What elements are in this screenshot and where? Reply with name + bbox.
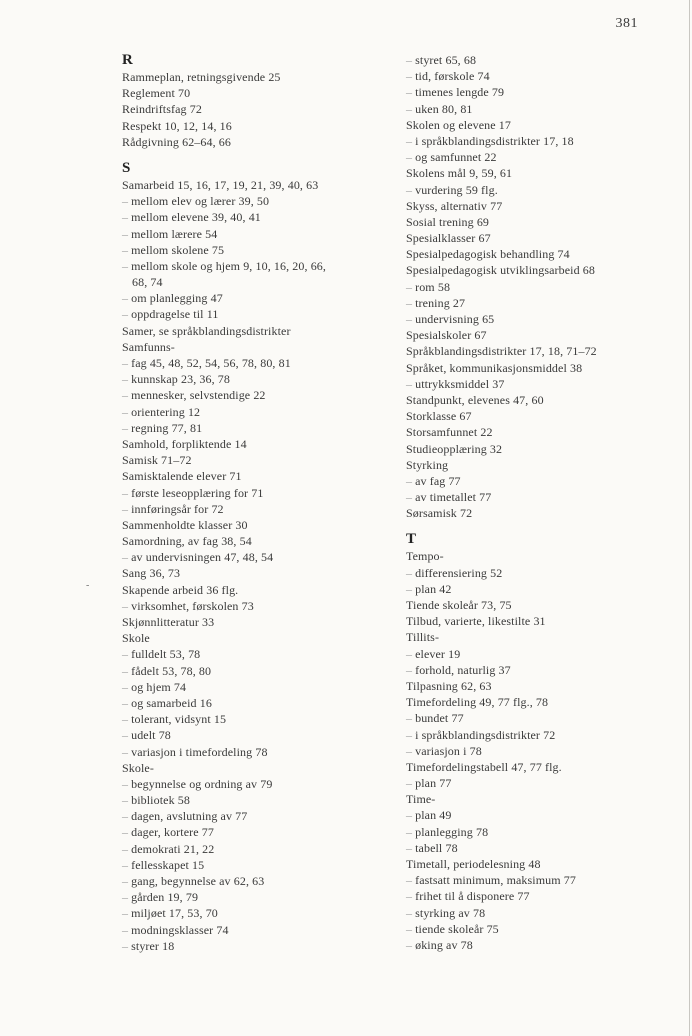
subentry-dash: – xyxy=(406,133,413,148)
subentry-dash: – xyxy=(406,824,413,839)
index-entry: Spesialskoler 67 xyxy=(406,328,487,343)
index-entry: Respekt 10, 12, 14, 16 xyxy=(122,118,232,133)
subentry-dash: – xyxy=(122,776,129,791)
subentry-dash: – xyxy=(122,857,129,872)
subentry-text: i språkblandingsdistrikter 72 xyxy=(415,727,556,742)
subentry-text: fådelt 53, 78, 80 xyxy=(131,663,212,678)
subentry-dash: – xyxy=(122,598,129,613)
index-entry: Spesialpedagogisk behandling 74 xyxy=(406,247,570,262)
subentry-dash: – xyxy=(122,420,129,435)
subentry-dash: – xyxy=(122,210,129,225)
subentry-dash: – xyxy=(122,242,129,257)
subentry-dash: – xyxy=(122,647,129,662)
index-subentry xyxy=(122,889,384,905)
index-entry: Samer, se språkblandingsdistrikter xyxy=(122,323,291,338)
index-entry: Sosial trening 69 xyxy=(406,214,490,229)
index-entry: Tilbud, varierte, likestilte 31 xyxy=(406,614,546,629)
index-subentry xyxy=(122,549,384,565)
subentry-dash: – xyxy=(122,728,129,743)
subentry-dash: – xyxy=(406,69,413,84)
index-entry: Språkblandingsdistrikter 17, 18, 71–72 xyxy=(406,344,597,359)
index-subentry xyxy=(122,258,384,274)
subentry-dash: – xyxy=(406,646,413,661)
index-column-right xyxy=(406,52,668,953)
subentry-dash: – xyxy=(122,388,129,403)
index-subentry xyxy=(406,473,668,489)
subentry-dash: – xyxy=(406,808,413,823)
index-subentry xyxy=(122,808,384,824)
subentry-text: virksomhet, førskolen 73 xyxy=(131,598,254,613)
index-subentry xyxy=(122,711,384,727)
index-subentry xyxy=(406,727,668,743)
subentry-text: første leseopplæring for 71 xyxy=(131,485,264,500)
section-letter: R xyxy=(122,52,133,68)
subentry-text: mellom skole og hjem 9, 10, 16, 20, 66, xyxy=(131,258,326,273)
index-subentry xyxy=(406,565,668,581)
subentry-text: fellesskapet 15 xyxy=(131,857,205,872)
subentry-text: plan 77 xyxy=(415,776,452,791)
subentry-text: mellom skolene 75 xyxy=(131,242,225,257)
index-entry: Skolens mål 9, 59, 61 xyxy=(406,166,513,181)
subentry-dash: – xyxy=(406,101,413,116)
subentry-text: bibliotek 58 xyxy=(131,793,190,808)
index-subentry xyxy=(122,695,384,711)
index-subentry xyxy=(122,744,384,760)
index-subentry xyxy=(122,776,384,792)
subentry-dash: – xyxy=(406,776,413,791)
index-subentry xyxy=(122,290,384,306)
index-entry: Time- xyxy=(406,792,436,807)
index-entry: Tiende skoleår 73, 75 xyxy=(406,598,512,612)
index-subentry xyxy=(122,841,384,857)
subentry-dash: – xyxy=(122,679,129,694)
index-entry: Storsamfunnet 22 xyxy=(406,425,493,440)
subentry-dash: – xyxy=(122,356,129,370)
index-entry: Skyss, alternativ 77 xyxy=(406,198,503,213)
subentry-text: og hjem 74 xyxy=(131,679,187,694)
index-entry: Samfunns- xyxy=(122,339,175,354)
index-entry: Styrking xyxy=(406,457,449,472)
index-subentry xyxy=(406,489,668,505)
subentry-text: elever 19 xyxy=(415,646,461,661)
index-subentry xyxy=(406,646,668,662)
index-subentry xyxy=(122,857,384,873)
index-entry: Samordning, av fag 38, 54 xyxy=(122,534,252,549)
index-entry: Skapende arbeid 36 flg. xyxy=(122,582,239,597)
index-subentry xyxy=(406,52,668,68)
subentry-text: mennesker, selvstendige 22 xyxy=(131,388,266,403)
index-column-left xyxy=(122,52,384,954)
index-subentry xyxy=(406,101,668,117)
index-entry: Sørsamisk 72 xyxy=(406,506,473,521)
index-subentry xyxy=(406,182,668,198)
index-subentry xyxy=(122,646,384,662)
subentry-dash: – xyxy=(406,376,413,391)
subentry-dash: – xyxy=(406,921,413,936)
subentry-dash: – xyxy=(122,890,129,905)
subentry-dash: – xyxy=(122,695,129,710)
subentry-dash: – xyxy=(122,550,129,565)
index-subentry xyxy=(122,598,384,614)
index-entry: Timefordeling 49, 77 flg., 78 xyxy=(406,695,549,710)
index-entry: Reglement 70 xyxy=(122,86,191,101)
subentry-text: gården 19, 79 xyxy=(131,890,199,905)
index-subentry xyxy=(406,840,668,856)
subentry-text: plan 49 xyxy=(415,808,452,823)
index-subentry xyxy=(406,807,668,823)
subentry-text: fag 45, 48, 52, 54, 56, 78, 80, 81 xyxy=(131,356,291,370)
subentry-text: gang, begynnelse av 62, 63 xyxy=(131,874,265,888)
subentry-dash: – xyxy=(122,291,129,306)
subentry-text: om planlegging 47 xyxy=(131,291,223,306)
subentry-text: differensiering 52 xyxy=(415,565,503,580)
subentry-dash: – xyxy=(406,889,413,904)
subentry-text: forhold, naturlig 37 xyxy=(415,662,511,677)
index-entry: Storklasse 67 xyxy=(406,409,472,424)
index-subentry xyxy=(406,743,668,759)
index-entry: Samhold, forpliktende 14 xyxy=(122,436,247,451)
subentry-text: fastsatt minimum, maksimum 77 xyxy=(415,873,577,888)
subentry-dash: – xyxy=(406,937,413,952)
subentry-text: timenes lengde 79 xyxy=(415,85,505,100)
subentry-text: uttrykksmiddel 37 xyxy=(415,376,505,391)
subentry-dash: – xyxy=(122,485,129,500)
index-subentry xyxy=(122,193,384,209)
subentry-dash: – xyxy=(122,906,129,921)
index-subentry xyxy=(406,149,668,165)
subentry-text: regning 77, 81 xyxy=(131,420,203,435)
subentry-dash: – xyxy=(406,711,413,726)
index-entry: Studieopplæring 32 xyxy=(406,441,503,456)
subentry-text: tiende skoleår 75 xyxy=(415,921,499,936)
subentry-dash: – xyxy=(122,922,129,937)
subentry-text: begynnelse og ordning av 79 xyxy=(131,776,273,791)
index-subentry xyxy=(406,68,668,84)
subentry-text: orientering 12 xyxy=(131,404,201,419)
index-subentry xyxy=(122,306,384,322)
index-entry: Skjønnlitteratur 33 xyxy=(122,615,215,629)
subentry-text: planlegging 78 xyxy=(415,824,489,839)
subentry-dash: – xyxy=(122,938,129,953)
index-entry: Skole xyxy=(122,631,150,646)
subentry-text: tabell 78 xyxy=(415,840,458,855)
subentry-dash: – xyxy=(122,809,129,824)
index-entry: Spesialpedagogisk utviklingsarbeid 68 xyxy=(406,263,596,278)
index-entry: Spesialklasser 67 xyxy=(406,231,491,246)
subentry-text: kunnskap 23, 36, 78 xyxy=(131,372,231,387)
index-entry: Samisktalende elever 71 xyxy=(122,469,242,484)
subentry-text: av undervisningen 47, 48, 54 xyxy=(131,550,274,565)
subentry-text: tolerant, vidsynt 15 xyxy=(131,712,227,727)
subentry-dash: – xyxy=(122,372,129,387)
subentry-text: variasjon i 78 xyxy=(415,743,482,758)
index-entry: Sang 36, 73 xyxy=(122,566,181,581)
subentry-dash: – xyxy=(122,501,129,516)
index-subentry xyxy=(122,727,384,743)
subentry-text: udelt 78 xyxy=(131,728,171,743)
subentry-dash: – xyxy=(406,312,413,326)
index-subentry xyxy=(406,295,668,311)
subentry-dash: – xyxy=(122,258,129,273)
subentry-text: av fag 77 xyxy=(415,473,461,488)
subentry-text: modningsklasser 74 xyxy=(131,922,229,937)
subentry-dash: – xyxy=(122,825,129,840)
index-entry: Språket, kommunikasjonsmiddel 38 xyxy=(406,360,583,375)
index-subentry xyxy=(406,710,668,726)
subentry-text: frihet til å disponere 77 xyxy=(415,889,530,904)
subentry-text: rom 58 xyxy=(415,279,451,294)
subentry-dash: – xyxy=(406,662,413,677)
subentry-text: demokrati 21, 22 xyxy=(131,841,215,856)
subentry-dash: – xyxy=(406,473,413,488)
subentry-text: fulldelt 53, 78 xyxy=(131,647,201,662)
index-entry: Standpunkt, elevenes 47, 60 xyxy=(406,392,544,407)
index-subentry xyxy=(122,371,384,387)
subentry-dash: – xyxy=(406,85,413,100)
subentry-text: av timetallet 77 xyxy=(415,490,492,505)
subentry-dash: – xyxy=(406,490,413,505)
index-subentry xyxy=(406,311,668,327)
index-subentry xyxy=(406,921,668,937)
index-subentry xyxy=(122,679,384,695)
index-entry: Reindriftsfag 72 xyxy=(122,102,202,117)
index-entry: Rammeplan, retningsgivende 25 xyxy=(122,70,281,84)
subentry-text: i språkblandingsdistrikter 17, 18 xyxy=(415,133,574,148)
index-subentry xyxy=(406,133,668,149)
subentry-dash: – xyxy=(122,226,129,241)
subentry-dash: – xyxy=(406,873,413,888)
index-subentry xyxy=(122,922,384,938)
subentry-text: uken 80, 81 xyxy=(415,101,473,116)
subentry-text: miljøet 17, 53, 70 xyxy=(131,906,218,921)
index-subentry xyxy=(406,905,668,921)
subentry-text: styret 65, 68 xyxy=(415,53,477,67)
index-entry: Tilpasning 62, 63 xyxy=(406,678,492,693)
index-entry: Rådgivning 62–64, 66 xyxy=(122,134,231,149)
index-entry: Tillits- xyxy=(406,630,440,645)
subentry-dash: – xyxy=(406,581,413,596)
index-entry: Tempo- xyxy=(406,549,444,564)
subentry-text: bundet 77 xyxy=(415,711,464,726)
subentry-dash: – xyxy=(122,874,129,888)
subentry-text: innføringsår for 72 xyxy=(131,501,224,516)
subentry-text: mellom lærere 54 xyxy=(131,226,218,241)
subentry-dash: – xyxy=(122,404,129,419)
subentry-text: undervisning 65 xyxy=(415,312,495,326)
subentry-text: og samfunnet 22 xyxy=(415,150,497,165)
index-subentry xyxy=(406,824,668,840)
section-letter: T xyxy=(406,531,417,548)
subentry-text: styrking av 78 xyxy=(415,905,486,920)
index-entry: Skole- xyxy=(122,760,154,775)
subentry-text: trening 27 xyxy=(415,295,466,310)
subentry-text: dagen, avslutning av 77 xyxy=(131,809,248,824)
subentry-dash: – xyxy=(406,905,413,920)
index-subentry xyxy=(122,209,384,225)
subentry-dash: – xyxy=(406,279,413,294)
subentry-dash: – xyxy=(406,743,413,758)
index-subentry xyxy=(406,888,668,904)
index-subentry xyxy=(406,937,668,953)
index-subentry xyxy=(122,387,384,403)
subentry-dash: – xyxy=(122,712,129,727)
subentry-text: variasjon i timefordeling 78 xyxy=(131,744,268,759)
index-subentry xyxy=(122,824,384,840)
index-subentry xyxy=(122,404,384,420)
index-subentry xyxy=(122,873,384,889)
subentry-dash: – xyxy=(406,840,413,855)
subentry-dash: – xyxy=(406,295,413,310)
index-subentry xyxy=(406,872,668,888)
subentry-text: styrer 18 xyxy=(131,938,175,953)
index-subentry xyxy=(122,355,384,371)
subentry-dash: – xyxy=(122,194,129,209)
index-subentry xyxy=(122,938,384,954)
page-edge-line xyxy=(689,0,690,1036)
subentry-dash: – xyxy=(122,793,129,808)
index-subentry xyxy=(122,226,384,242)
subentry-dash: – xyxy=(406,53,413,67)
index-entry: Sammenholdte klasser 30 xyxy=(122,517,248,532)
index-subentry xyxy=(406,662,668,678)
subentry-text: øking av 78 xyxy=(415,937,473,952)
page-number: 381 xyxy=(615,16,638,31)
index-subentry xyxy=(122,242,384,258)
index-subentry xyxy=(406,279,668,295)
index-continuation: 68, 74 xyxy=(132,275,163,290)
subentry-text: oppdragelse til 11 xyxy=(131,307,219,322)
index-subentry xyxy=(406,376,668,392)
subentry-dash: – xyxy=(122,744,129,759)
index-subentry xyxy=(122,485,384,501)
subentry-dash: – xyxy=(122,663,129,678)
margin-mark: - xyxy=(86,580,90,591)
subentry-dash: – xyxy=(122,841,129,856)
index-subentry xyxy=(406,581,668,597)
index-subentry xyxy=(122,905,384,921)
index-subentry xyxy=(406,84,668,100)
index-subentry xyxy=(122,501,384,517)
subentry-text: mellom elevene 39, 40, 41 xyxy=(131,210,261,225)
subentry-text: og samarbeid 16 xyxy=(131,695,212,710)
index-subentry xyxy=(122,420,384,436)
subentry-text: plan 42 xyxy=(415,581,452,596)
subentry-text: tid, førskole 74 xyxy=(415,69,490,84)
index-entry: Samisk 71–72 xyxy=(122,453,192,468)
index-subentry xyxy=(122,792,384,808)
subentry-dash: – xyxy=(406,727,413,742)
subentry-text: mellom elev og lærer 39, 50 xyxy=(131,194,270,209)
index-subentry xyxy=(122,663,384,679)
subentry-dash: – xyxy=(122,307,129,322)
index-subentry xyxy=(406,775,668,791)
subentry-text: dager, kortere 77 xyxy=(131,825,214,840)
index-entry: Timetall, periodelesning 48 xyxy=(406,857,541,871)
index-entry: Samarbeid 15, 16, 17, 19, 21, 39, 40, 63 xyxy=(122,177,319,192)
subentry-text: vurdering 59 flg. xyxy=(415,182,498,197)
subentry-dash: – xyxy=(406,150,413,165)
section-letter: S xyxy=(122,159,131,176)
index-entry: Skolen og elevene 17 xyxy=(406,117,511,132)
subentry-dash: – xyxy=(406,182,413,197)
subentry-dash: – xyxy=(406,565,413,580)
index-entry: Timefordelingstabell 47, 77 flg. xyxy=(406,759,562,774)
